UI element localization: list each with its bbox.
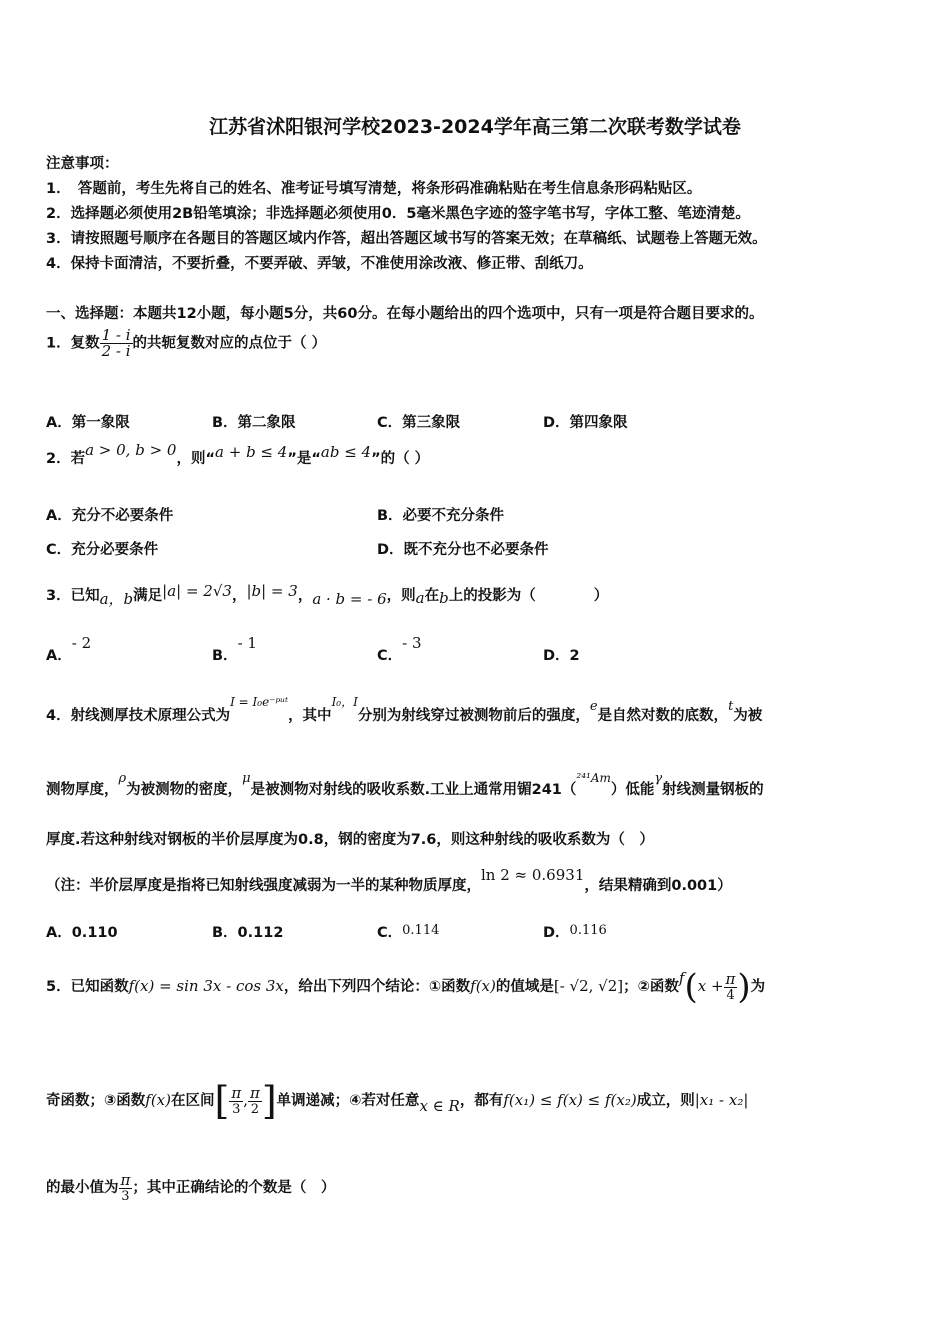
question-4-line-2 bbox=[46, 771, 910, 799]
q3-norm-b: |b| = 3 bbox=[246, 582, 298, 600]
question-4-note bbox=[46, 866, 910, 895]
q2-expr-2: ab ≤ 4 bbox=[320, 443, 372, 461]
q2-condition: a > 0, b > 0 bbox=[85, 441, 177, 459]
q5-pi-2: π bbox=[231, 1083, 242, 1102]
q4-option-b[interactable]: B．0.112 bbox=[212, 925, 284, 941]
q2-text-2: ，则“ bbox=[176, 451, 216, 467]
q1-numerator: 1 - i bbox=[101, 326, 131, 344]
notice-item-2: 2．选择题必须使用2B铅笔填涂；非选择题必须使用0．5毫米黑色字迹的签字笔书写，字体工整、笔迹清楚。 bbox=[46, 206, 750, 222]
q5-text-9: ，都有 bbox=[459, 1093, 504, 1109]
q4-ln2: ln 2 ≈ 0.6931 bbox=[481, 866, 585, 884]
exam-title: 江苏省沭阳银河学校2023-2024学年高三第二次联考数学试卷 bbox=[209, 116, 741, 138]
q2-text-3: ”是“ bbox=[287, 451, 321, 467]
q5-abs-diff: |x₁ - x₂| bbox=[694, 1091, 749, 1109]
q2-option-a[interactable]: A．充分不必要条件 bbox=[46, 508, 174, 524]
q5-text-10: 成立，则 bbox=[636, 1093, 695, 1109]
q1-option-a[interactable]: A．第一象限 bbox=[46, 415, 130, 431]
q3-text-2: 满足 bbox=[133, 588, 163, 604]
q3-option-b-letter: B． bbox=[212, 648, 238, 664]
q3-option-b[interactable] bbox=[212, 634, 257, 665]
q2-option-b[interactable]: B．必要不充分条件 bbox=[377, 508, 505, 524]
q5-pi-4: π bbox=[120, 1170, 131, 1189]
q5-text-8: 单调递减；④若对任意 bbox=[276, 1093, 420, 1109]
q5-f2-arg: x + bbox=[697, 977, 724, 995]
question-2 bbox=[46, 441, 910, 468]
q4-text-6: 测物厚度， bbox=[46, 782, 119, 798]
q1-prefix: 1．复数 bbox=[46, 335, 100, 352]
q4-intensity-vars: I₀，I bbox=[331, 695, 358, 709]
q5-text-1: 5．已知函数 bbox=[46, 979, 129, 995]
q3-option-a[interactable] bbox=[46, 634, 92, 665]
question-4-line-3: 厚度.若这种射线对钢板的半价层厚度为0.8，钢的密度为7.6，则这种射线的吸收系数为（ ） bbox=[46, 832, 654, 848]
q5-three: 3 bbox=[232, 1101, 241, 1117]
q3-option-c[interactable] bbox=[377, 634, 422, 665]
q3-option-a-letter: A． bbox=[46, 648, 72, 664]
q4-option-d[interactable] bbox=[543, 921, 607, 942]
q5-fx-2: f(x) bbox=[145, 1091, 171, 1109]
q2-expr-1: a + b ≤ 4 bbox=[215, 443, 288, 461]
q4-option-a[interactable]: A．0.110 bbox=[46, 925, 118, 941]
q3-option-c-value: - 3 bbox=[402, 634, 422, 652]
q1-suffix: 的共轭复数对应的点位于（ ） bbox=[132, 335, 327, 352]
q3-vectors: a，b bbox=[99, 590, 134, 608]
q5-two: 2 bbox=[250, 1101, 260, 1117]
q3-text-1: 3．已知 bbox=[46, 588, 100, 604]
q5-pi-1: π bbox=[725, 969, 736, 988]
q1-fraction bbox=[100, 328, 133, 359]
q4-option-c[interactable] bbox=[377, 921, 439, 942]
q5-function: f(x) = sin 3x - cos 3x bbox=[128, 977, 284, 995]
q4-option-d-letter: D． bbox=[543, 925, 570, 941]
q5-fx-1: f(x) bbox=[470, 977, 496, 995]
q5-pi-3: π bbox=[249, 1083, 260, 1102]
q5-pi-over-3 bbox=[229, 1083, 243, 1117]
q5-four: 4 bbox=[726, 987, 735, 1003]
q3-option-c-letter: C． bbox=[377, 648, 403, 664]
q4-text-10: 射线测量钢板的 bbox=[662, 782, 764, 798]
q5-text-3: 的值域是 bbox=[495, 979, 554, 995]
q5-x-in-r: x ∈ R bbox=[419, 1097, 460, 1115]
q5-f2-name: f bbox=[678, 969, 685, 987]
q4-mu: μ bbox=[242, 771, 251, 786]
q3-text-4: ， bbox=[297, 588, 313, 604]
notice-item-3: 3．请按照题号顺序在各题目的答题区域内作答，超出答题区域书写的答案无效；在草稿纸、试题卷上答题无效。 bbox=[46, 231, 767, 247]
q4-text-9: ）低能 bbox=[610, 782, 655, 798]
q5-text-4: ；②函数 bbox=[623, 979, 679, 995]
q4-text-1: 4．射线测厚技术原理公式为 bbox=[46, 708, 231, 724]
question-5-line-3 bbox=[46, 1168, 910, 1208]
q5-text-11: 的最小值为 bbox=[46, 1180, 119, 1196]
q5-three-2: 3 bbox=[121, 1188, 130, 1204]
q1-option-d[interactable]: D．第四象限 bbox=[543, 415, 628, 431]
q5-text-6: 奇函数；③函数 bbox=[46, 1093, 146, 1109]
q5-pi-over-2 bbox=[248, 1083, 262, 1117]
q4-text-7: 为被测物的密度， bbox=[126, 782, 243, 798]
question-3 bbox=[46, 582, 910, 608]
question-1 bbox=[46, 328, 910, 359]
notice-item-1: 1． 答题前，考生先将自己的姓名、准考证号填写清楚，将条形码准确粘贴在考生信息条形码粘贴区。 bbox=[46, 181, 702, 197]
q2-text-1: 2．若 bbox=[46, 451, 86, 467]
q4-e: e bbox=[589, 699, 598, 714]
q4-t: t bbox=[728, 699, 734, 714]
q2-option-c[interactable]: C．充分必要条件 bbox=[46, 542, 159, 558]
q3-a: a bbox=[415, 589, 425, 607]
q4-option-c-letter: C． bbox=[377, 925, 403, 941]
q3-option-b-value: - 1 bbox=[237, 634, 257, 652]
q4-note-text-1: （注：半价层厚度是指将已知射线强度减弱为一半的某种物质厚度， bbox=[46, 878, 481, 894]
question-5-line-2: 奇函数；③函数f(x)在区间[ $\frac{\pi}{3}$ , $\frac{\pi}{2}$ ]单调递减；④若对任意x ∈ R，都有f(x₁) ≤ f(x) ≤ f(x₂)成立，则|x₁ - x₂| bbox=[46, 1079, 749, 1123]
q5-pi-over-4 bbox=[724, 969, 738, 1003]
q2-option-d[interactable]: D．既不充分也不必要条件 bbox=[377, 542, 549, 558]
q4-text-5: 为被 bbox=[733, 708, 763, 724]
q3-option-d[interactable]: D．2 bbox=[543, 648, 580, 664]
question-5-line-1: 5．已知函数f(x) = sin 3x - cos 3x，给出下列四个结论：①函数f(x)的值域是[- √2, √2]；②函数f(x + $\frac{\pi}{4}$ )为 bbox=[46, 967, 766, 1007]
q4-formula: I = I₀e⁻ᵖᵘᵗ bbox=[230, 695, 289, 709]
q2-text-4: ”的（ ） bbox=[371, 451, 430, 467]
q5-inequality: f(x₁) ≤ f(x) ≤ f(x₂) bbox=[503, 1091, 637, 1109]
q4-text-2: ，其中 bbox=[288, 708, 332, 724]
q1-option-b[interactable]: B．第二象限 bbox=[212, 415, 296, 431]
q5-min-value bbox=[119, 1170, 133, 1204]
q4-option-d-value: 0.116 bbox=[569, 923, 607, 938]
q5-text-5: 为 bbox=[750, 979, 766, 995]
section-heading: 一、选择题：本题共12小题，每小题5分，共60分。在每小题给出的四个选项中，只有一项是符合题目要求的。 bbox=[46, 306, 764, 322]
q1-option-c[interactable]: C．第三象限 bbox=[377, 415, 461, 431]
q4-text-3: 分别为射线穿过被测物前后的强度， bbox=[357, 708, 590, 724]
q5-text-2: ，给出下列四个结论：①函数 bbox=[283, 979, 471, 995]
q4-text-4: 是自然对数的底数， bbox=[597, 708, 729, 724]
q4-text-8: 是被测物对射线的吸收系数.工业上通常用镅241（ bbox=[250, 782, 577, 798]
notice-heading: 注意事项： bbox=[46, 156, 119, 172]
q4-option-c-value: 0.114 bbox=[402, 923, 440, 938]
q3-text-3: ， bbox=[231, 588, 247, 604]
question-4-line-1 bbox=[46, 695, 910, 725]
q4-gamma: γ bbox=[654, 771, 663, 786]
q3-text-7: 上的投影为（ ） bbox=[448, 588, 609, 604]
q4-rho: ρ bbox=[118, 771, 127, 786]
q3-option-a-value: - 2 bbox=[71, 634, 92, 652]
q5-text-12: ；其中正确结论的个数是（ ） bbox=[132, 1180, 336, 1196]
q1-denominator: 2 - i bbox=[101, 342, 131, 360]
q4-note-text-2: ，结果精确到0.001） bbox=[584, 878, 732, 894]
q3-text-5: ，则 bbox=[386, 588, 416, 604]
q3-b: b bbox=[439, 589, 449, 607]
q3-dot-product: a · b = - 6 bbox=[312, 590, 387, 608]
q4-americium: ²⁴¹Am bbox=[576, 771, 611, 785]
q3-text-6: 在 bbox=[424, 588, 440, 604]
q5-text-7: 在区间 bbox=[171, 1093, 215, 1109]
q3-norm-a: |a| = 2√3 bbox=[162, 582, 232, 600]
notice-item-4: 4．保持卡面清洁，不要折叠，不要弄破、弄皱，不准使用涂改液、修正带、刮纸刀。 bbox=[46, 256, 593, 272]
q5-range: [- √2, √2] bbox=[553, 977, 624, 995]
